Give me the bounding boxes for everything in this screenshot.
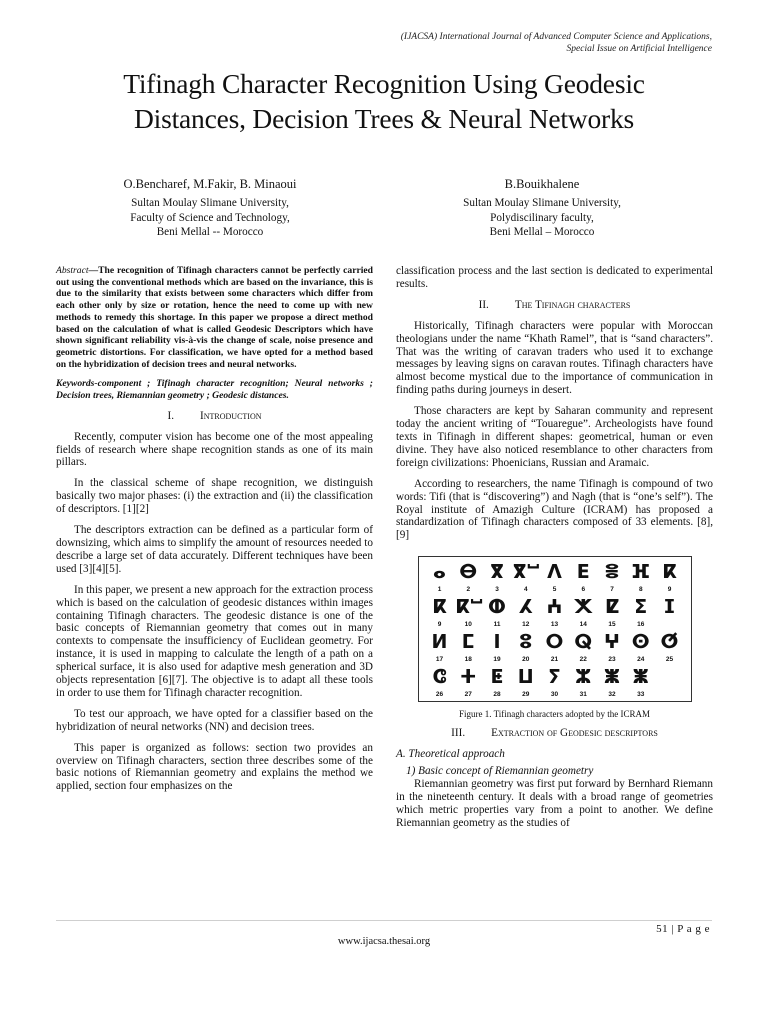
glyph-number: 28 [493, 691, 501, 699]
glyph-number: 3 [495, 586, 499, 594]
journal-header-line2: Special Issue on Artificial Intelligence [566, 44, 712, 54]
glyph-number: 10 [464, 621, 472, 629]
figure-glyph-row [427, 597, 683, 617]
glyph-number: 6 [581, 586, 586, 594]
glyph: ⵣ [575, 666, 592, 689]
author-names: O.Bencharef, M.Fakir, B. Minaoui [123, 177, 297, 191]
glyph-number: 11 [493, 621, 501, 629]
glyph: ⴰ [432, 561, 447, 584]
author-affiliation: Beni Mellal -- Morocco [156, 226, 264, 239]
glyph: ⴽ [662, 561, 677, 584]
footer-rule [56, 920, 712, 921]
glyph-number: 4 [523, 586, 528, 594]
paragraph: In this paper, we present a new approach for the extraction process which is based on the calculation of geodesic distances within images containing Tifinagh characters. The geodesic distance is one of the basic concepts of Riemannian geometry that comes out in many contexts to compensate the insufficiency of Euclidean geometry. For instance, it is used in mapping to calculate the length of a path on a spherical surface, it is also used for adaptive mesh generation and 3D objects representation [6][7]. The objective is to adapt all these tools in order to use them for Tifinagh character recognition. [56, 583, 373, 699]
glyph-number: 31 [579, 691, 587, 699]
glyph: ⵍ [431, 631, 448, 654]
glyph-number: 1 [437, 586, 442, 594]
glyph: ⴹ [576, 561, 590, 584]
author-affiliation: Sultan Moulay Slimane University, [131, 197, 289, 209]
paragraph: Riemannian geometry was first put forward by Bernhard Riemann in the nineteenth century. It deals with a broad range of geometries which metric properties vary from a point to another. We define Riemannian geometry as the studies of [396, 777, 713, 829]
paragraph: The descriptors extraction can be defined as a particular form of downsizing, which aims to simplify the amount of resources needed to describe a large set of data accurately. Different techniques have been used [3][4][5]. [56, 524, 373, 575]
glyph: ⵀ [488, 596, 506, 619]
subsection-heading: A. Theoretical approach [396, 748, 505, 761]
glyph: ⵊ [663, 596, 676, 619]
glyph-number: 12 [522, 621, 530, 629]
glyph-number: 17 [435, 656, 444, 664]
figure-caption: Figure 1. Tifinagh characters adopted by the ICRAM [459, 709, 650, 720]
paper-title-line1: Tifinagh Character Recognition Using Geodesic [123, 68, 645, 99]
glyph: ⴳ [490, 561, 504, 584]
keywords: Keywords-component ; Tifinagh character recognition; Neural networks ; Decision trees, Riemannian geometry ; Geodesic distances. [56, 378, 373, 402]
abstract-text: —The recognition of Tifinagh characters cannot be perfectly carried out using the conventional methods which are based on the invariance, this is due to the similarity that exists between some characters which differ from each other only by size or rotation, hence the need to come up with new methods to remedy this shortage. In this paper we propose a direct method based on the calculation of what is called Geodesic Descriptors which have shown significant reliability vis-à-vis the change of scale, noise presence and geometric distortions. For classification, we have opted for a method based on the hybridization of decision trees and neural networks. [56, 265, 373, 370]
journal-header-line1: (IJACSA) International Journal of Advanced Computer Science and Applications, [400, 32, 712, 42]
glyph-number: 2 [466, 586, 471, 594]
glyph: ⵙ [631, 631, 650, 654]
section-heading-tifinagh: II. The Tifinagh characters [478, 298, 631, 311]
glyph: ⵅ [574, 596, 592, 619]
section-heading-extraction: III. Extraction of Geodesic descriptors [451, 727, 658, 740]
glyph-number: 26 [435, 691, 444, 699]
author-affiliation: Faculty of Science and Technology, [130, 211, 290, 224]
tifinagh-figure [418, 556, 692, 702]
glyph-number [657, 619, 683, 632]
glyph: ⴽ [432, 596, 447, 619]
glyph-number: 33 [637, 691, 645, 699]
glyph [657, 667, 683, 687]
glyph-number: 9 [437, 621, 442, 629]
glyph: ⴷ [547, 561, 562, 584]
glyph: ⵟ [490, 666, 504, 689]
glyph: ⵡ [517, 666, 534, 689]
author-block-2 [392, 175, 692, 240]
glyph: ⴼ [631, 561, 651, 584]
glyph: ⵓ [519, 631, 533, 654]
abstract [56, 265, 373, 370]
glyph-number: 15 [608, 621, 616, 629]
glyph-number: 14 [579, 621, 587, 629]
glyph: ⵇ [605, 596, 619, 619]
paragraph: Those characters are kept by Saharan community and represent today the ancient writing of “Touaregue”. Archeologists have found texts in Tifinagh in different shapes: geometrical, human or even divine. They have also noticed resemblance to other characters from foreign civilizations: Phoenicians, Russian and Aramaic. [396, 405, 713, 469]
glyph-number [657, 689, 683, 702]
subsubsection-heading: 1) Basic concept of Riemannian geometry [406, 764, 594, 777]
glyph: ⵄ [546, 596, 563, 619]
glyph: ⵎ [461, 631, 475, 654]
author-names: B.Bouikhalene [504, 177, 580, 191]
glyph: ⵉ [634, 596, 648, 619]
paragraph: Recently, computer vision has become one of the most appealing fields of research where shape recognition stands as one of its main pillars. [56, 430, 373, 469]
glyph-number: 23 [608, 656, 616, 664]
section-heading-introduction: I. Introduction [167, 409, 262, 422]
paragraph: classification process and the last section is dedicated to experimental results. [396, 265, 713, 290]
journal-url: www.ijacsa.thesai.org [337, 936, 431, 947]
author-block-1 [60, 175, 360, 240]
figure-number-row [427, 584, 683, 597]
glyph: ⵏ [493, 631, 501, 654]
paragraph: In the classical scheme of shape recognition, we distinguish basically two major phases: (i) the extraction and (ii) the classification of descriptors. [1][2] [56, 477, 373, 516]
paragraph: This paper is organized as follows: section two provides an overview on Tifinagh characters, section three describes some of the basic notions of Riemannian geometry and explains the method we applied, section four emphasizes on the [56, 741, 373, 793]
glyph-number: 19 [493, 656, 501, 664]
glyph: ⵚ [660, 631, 679, 654]
glyph: ⵔ [545, 631, 564, 654]
right-column [396, 265, 713, 837]
glyph-number: 22 [579, 656, 587, 664]
glyph-number: 18 [464, 656, 472, 664]
figure-glyph-row [427, 632, 683, 652]
abstract-label: Abstract [56, 265, 89, 276]
author-affiliation: Sultan Moulay Slimane University, [463, 197, 621, 209]
page-number: 51 | P a g e [656, 923, 710, 935]
glyph: ⴱ [459, 561, 478, 584]
figure-number-row [427, 689, 683, 702]
author-affiliation: Beni Mellal – Morocco [489, 226, 595, 239]
glyph-number: 30 [550, 691, 559, 699]
glyph: ⵥ [632, 666, 649, 689]
glyph-number: 20 [522, 656, 530, 664]
glyph-number: 25 [665, 656, 674, 664]
figure-number-row [427, 619, 683, 632]
figure-glyph-row [427, 562, 683, 582]
glyph-number: 13 [550, 621, 559, 629]
glyph: ⴳⵯ [512, 561, 541, 584]
journal-header [252, 31, 712, 55]
glyph: ⵥ [603, 666, 621, 689]
paper-title-line2: Distances, Decision Trees & Neural Networks [133, 103, 635, 134]
glyph: ⵜ [459, 666, 477, 689]
glyph: ⵛ [432, 666, 447, 689]
glyph: ⵢ [548, 666, 561, 689]
glyph-number: 24 [637, 656, 645, 664]
glyph: ⴽⵯ [455, 596, 484, 619]
glyph: ⵖ [604, 631, 620, 654]
paragraph: To test our approach, we have opted for a classifier based on the hybridization of neural networks (NN) and decision trees. [56, 707, 373, 733]
glyph-number: 21 [550, 656, 559, 664]
glyph-number: 29 [522, 691, 530, 699]
glyph: ⴻ [604, 561, 620, 584]
glyph: ⵕ [574, 631, 593, 654]
glyph-number: 9 [667, 586, 672, 594]
paragraph: According to researchers, the name Tifinagh is compound of two words: Tifi (that is “discovering”) and Nagh (that is “one’s self”). The Royal institute of Amazigh Culture (ICRAM) has proposed a standardization of Tifinagh characters composed of 33 elements. [8],[9] [396, 477, 713, 542]
glyph-number: 7 [610, 586, 614, 594]
glyph-number: 32 [608, 691, 616, 699]
paper-title [40, 66, 728, 136]
author-affiliation: Polydiscilinary faculty, [490, 211, 594, 224]
glyph-number: 27 [464, 691, 472, 699]
glyph: ⵃ [518, 596, 533, 619]
glyph-number: 8 [638, 586, 643, 594]
glyph-number: 5 [552, 586, 557, 594]
figure-number-row [427, 654, 683, 667]
left-column [56, 265, 373, 801]
figure-glyph-row [427, 667, 683, 687]
paragraph: Historically, Tifinagh characters were popular with Moroccan theologians under the name “Khath Ramel”, that is “sand characters”. That was the writing of caravan traders who used it to exchange messages by leaving signs on caravan routes. Tifinagh characters have almost become mystical due to the importance of communication in finding paths during journeys in desert. [396, 319, 713, 397]
glyph-number: 16 [637, 621, 645, 629]
